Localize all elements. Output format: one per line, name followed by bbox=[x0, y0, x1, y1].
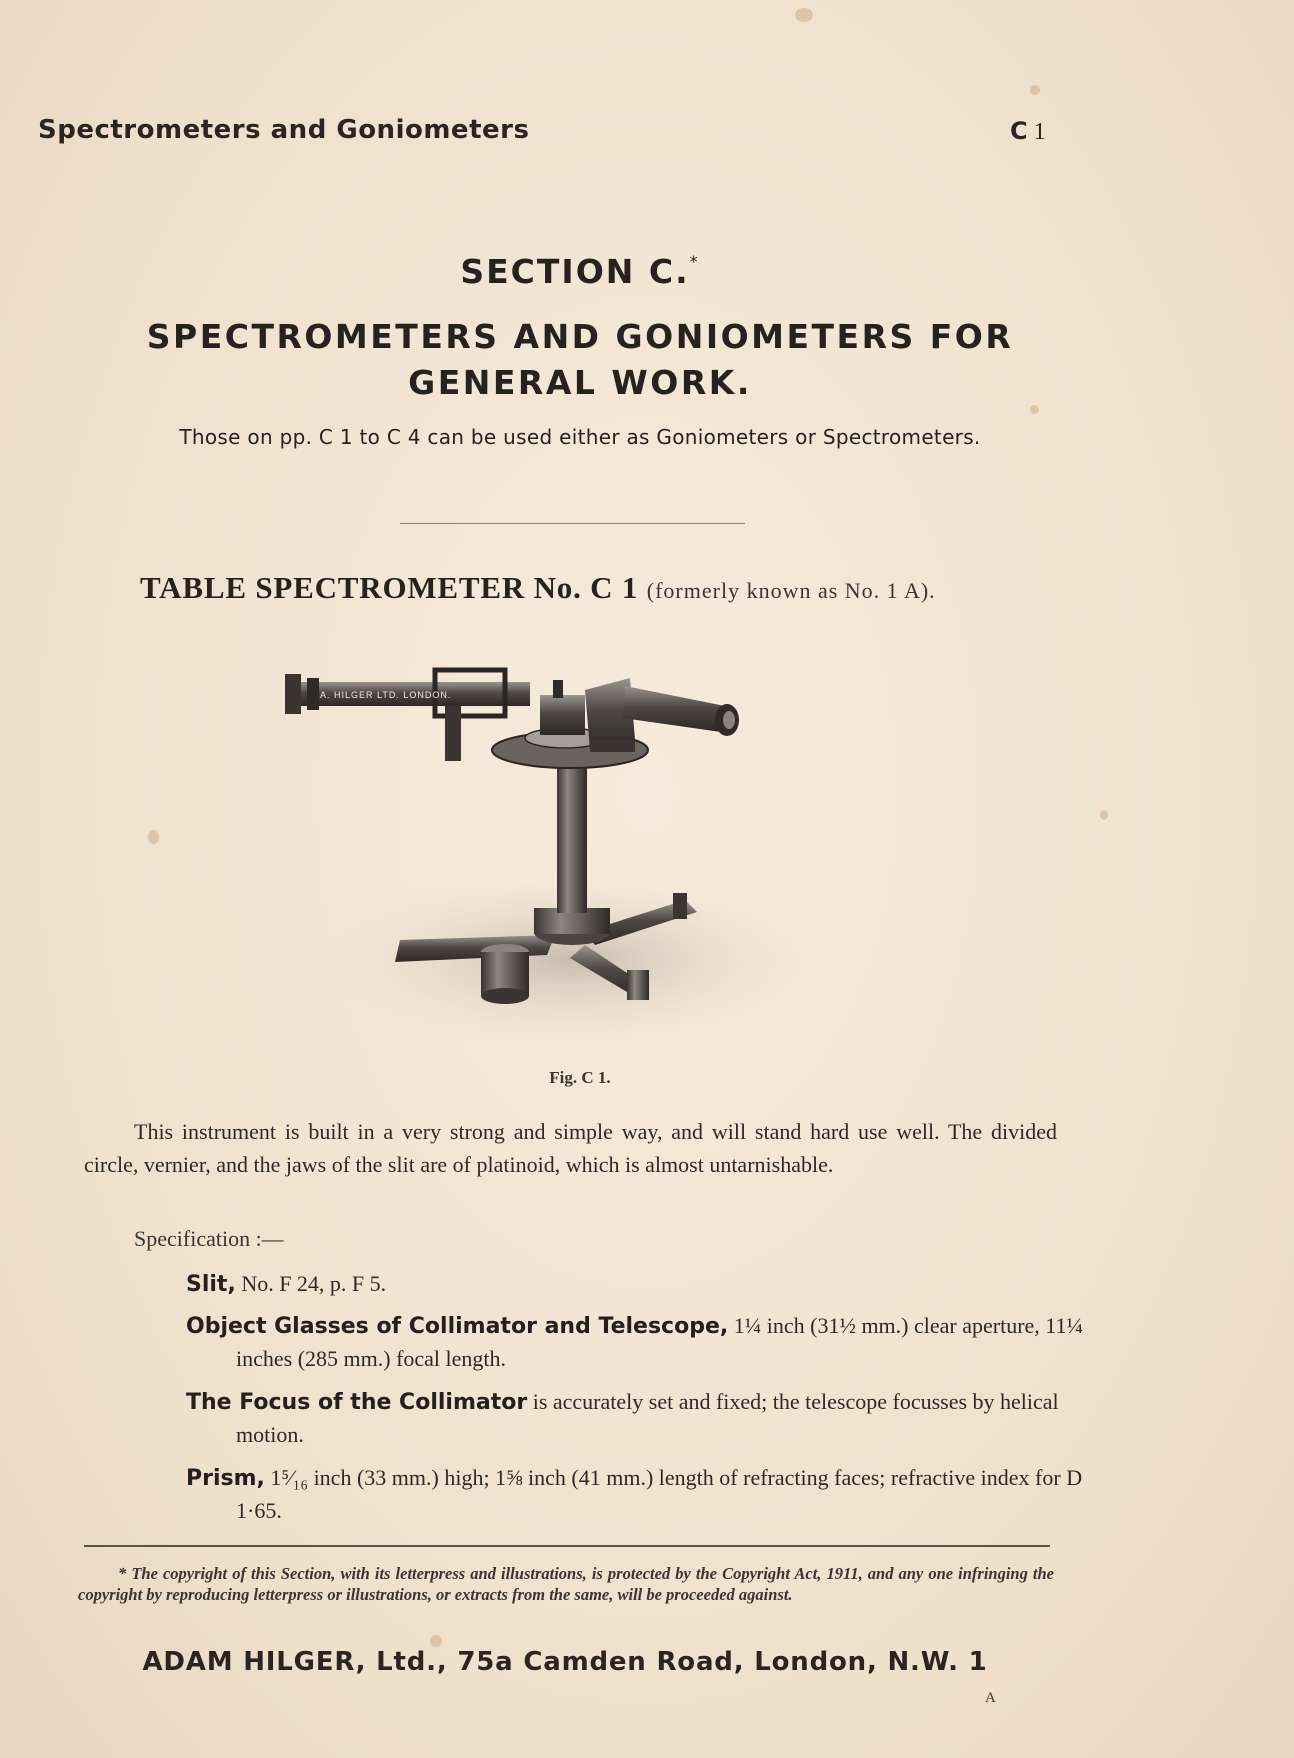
instrument-title bbox=[140, 570, 936, 606]
spec-term: The Focus of the Collimator bbox=[186, 1390, 528, 1415]
spec-term: Prism, bbox=[186, 1466, 265, 1491]
page-number-letter: C bbox=[1010, 117, 1028, 145]
spec-text: No. F 24, p. F 5. bbox=[241, 1271, 387, 1296]
foxing-spot bbox=[430, 1635, 442, 1647]
foxing-spot bbox=[1030, 405, 1039, 414]
collimator-ring bbox=[307, 678, 319, 710]
telescope-arm bbox=[590, 740, 635, 752]
prism-clamp-screw bbox=[553, 680, 563, 698]
collimator-slit-end bbox=[285, 674, 301, 714]
signature-mark: A bbox=[985, 1690, 996, 1706]
copyright-footnote: * The copyright of this Section, with its letterpress and illustrations, is protected by the Copyright Act, 1911, and any one infringing the copyright by reproducing letterpress or illustrations, or extracts from the same, will be proceeded against. bbox=[78, 1564, 1054, 1604]
running-head: Spectrometers and Goniometers bbox=[38, 115, 530, 145]
section-note: Those on pp. C 1 to C 4 can be used either as Goniometers or Spectrometers. bbox=[179, 425, 981, 449]
page-number bbox=[1010, 117, 1046, 146]
spec-term: Slit, bbox=[186, 1272, 236, 1297]
spec-item-collimator-focus bbox=[186, 1386, 1106, 1451]
spec-text: 1¼ inch (31½ mm.) clear aperture, 11¼ inches (285 mm.) focal length. bbox=[236, 1313, 1083, 1371]
section-title-text: SECTION C. bbox=[460, 252, 690, 291]
collimator-support bbox=[445, 706, 461, 761]
foxing-spot bbox=[1100, 810, 1108, 820]
instrument-title-text: TABLE SPECTROMETER No. C 1 bbox=[140, 570, 639, 605]
foxing-spot bbox=[1030, 85, 1040, 95]
section-subtitle-line1: SPECTROMETERS AND GONIOMETERS FOR bbox=[146, 317, 1014, 356]
divider-rule bbox=[400, 523, 745, 524]
foxing-spot bbox=[148, 830, 159, 844]
spectrometer-illustration bbox=[285, 640, 845, 1050]
telescope-tube bbox=[623, 686, 725, 732]
footer-rule bbox=[84, 1545, 1050, 1547]
spec-text: 1⁵⁄₁₆ inch (33 mm.) high; 1⅝ inch (41 mm.) length of refracting faces; refractive index for D 1·65. bbox=[236, 1465, 1083, 1523]
footnote-marker: * bbox=[689, 252, 700, 271]
spec-item-object-glasses bbox=[186, 1310, 1106, 1375]
levelling-screw bbox=[673, 893, 687, 919]
spec-item-prism bbox=[186, 1462, 1106, 1527]
telescope-eyepiece-lens bbox=[723, 711, 735, 729]
section-title bbox=[0, 252, 1160, 291]
prism-housing bbox=[540, 695, 585, 735]
description-paragraph: This instrument is built in a very strong and simple way, and will stand hard use well. The divided circle, vernier, and the jaws of the slit are of platinoid, which is almost untarnishable. bbox=[84, 1119, 1057, 1177]
page-number-digit: 1 bbox=[1033, 119, 1046, 145]
publisher-imprint: ADAM HILGER, Ltd., 75a Camden Road, London, N.W. 1 bbox=[142, 1647, 988, 1677]
pillar bbox=[557, 755, 587, 913]
specification-label: Specification :— bbox=[134, 1226, 284, 1251]
front-foot-post bbox=[627, 970, 649, 1000]
figure-caption: Fig. C 1. bbox=[549, 1068, 611, 1087]
spec-term: Object Glasses of Collimator and Telescope, bbox=[186, 1314, 729, 1339]
section-subtitle-line2: GENERAL WORK. bbox=[408, 363, 752, 402]
instrument-title-note: (formerly known as No. 1 A). bbox=[646, 578, 936, 603]
spec-item-slit bbox=[186, 1268, 1106, 1301]
collimator-engraving: A. HILGER LTD. LONDON. bbox=[320, 690, 452, 700]
cylindrical-foot-bottom bbox=[481, 988, 529, 1004]
spec-text: is accurately set and fixed; the telescope focusses by helical motion. bbox=[236, 1389, 1059, 1447]
foxing-spot bbox=[795, 8, 813, 22]
